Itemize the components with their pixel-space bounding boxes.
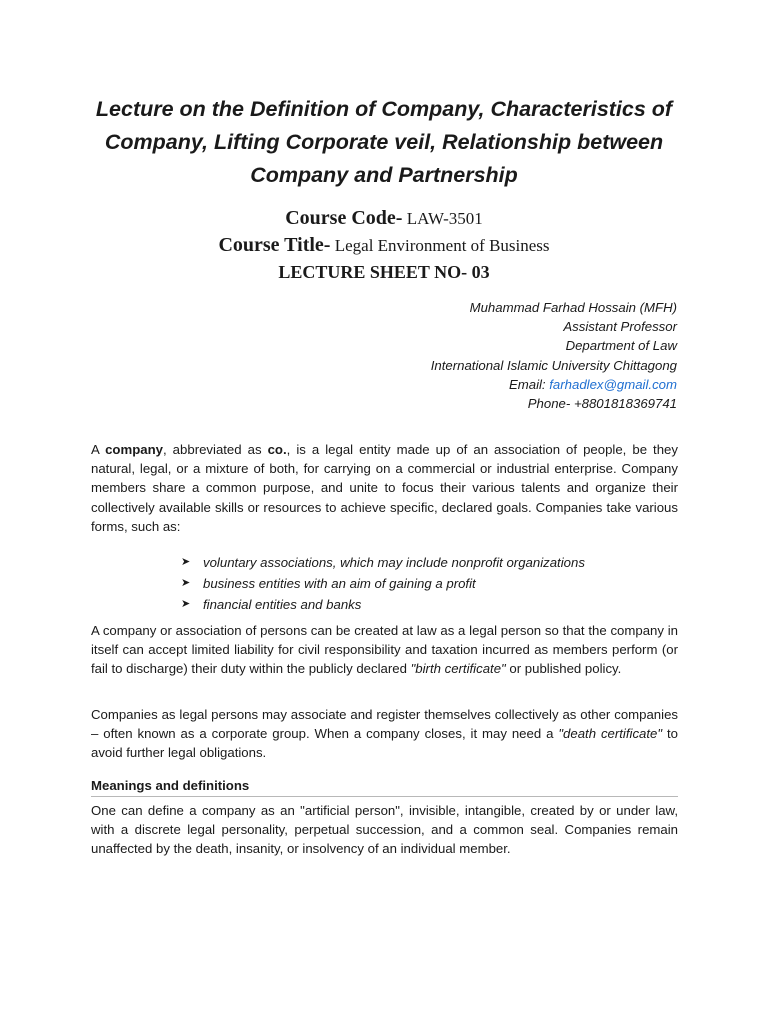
lecture-sheet-number: LECTURE SHEET NO- 03: [278, 262, 490, 282]
course-code-line: [60, 205, 708, 232]
paragraph-meanings: One can define a company as an "artificial person", invisible, intangible, created by or under law, with a discrete legal personality, perpetual succession, and a common seal. Companies remain unaffected by the death, insanity, or insolvency of an individual member.: [91, 803, 678, 857]
author-position: Assistant Professor: [563, 319, 677, 335]
course-code-label: Course Code-: [285, 207, 403, 229]
list-item-text: business entities with an aim of gaining a profit: [203, 576, 476, 591]
para1-company-term: company: [105, 442, 163, 457]
para1-pre: A: [91, 442, 106, 457]
list-item-text: voluntary associations, which may include nonprofit organizations: [203, 555, 585, 570]
author-name: Muhammad Farhad Hossain (MFH): [469, 300, 677, 315]
course-title-label: Course Title-: [218, 234, 331, 256]
document-title: Lecture on the Definition of Company, Characteristics of Company, Lifting Corporate veil, Relationship between Company and Partnership: [95, 97, 673, 187]
para3-end: to avoid further legal obligations.: [91, 726, 678, 761]
para1-rest: , is a legal entity made up of an association of people, be they natural, legal, or a mixture of both, for carrying on a commercial or industrial enterprise. Company members share a common purpose, and unite to focus their various talents and organize their collectively available skills or resources to achieve specific, declared goals. Companies take various forms, such as:: [91, 442, 678, 534]
para1-mid: , abbreviated as: [163, 442, 268, 457]
email-link[interactable]: farhadlex@gmail.com: [549, 376, 677, 392]
arrow-bullet-icon: ➤: [181, 556, 191, 568]
paragraph-corporate-group: [91, 705, 678, 763]
section-heading: Meanings and definitions: [91, 777, 678, 797]
author-department: Department of Law: [565, 338, 677, 354]
email-label: Email:: [508, 376, 546, 392]
author-phone: Phone- +8801818369741: [527, 396, 677, 412]
course-info: [60, 205, 708, 285]
author-email-line: [431, 375, 677, 394]
para2-quote: "birth certificate": [410, 661, 506, 677]
author-block: [431, 298, 677, 413]
course-title-line: [60, 232, 708, 259]
list-item: [181, 594, 585, 615]
author-university: International Islamic University Chittagong: [430, 357, 677, 373]
paragraph-legal-person: [91, 621, 678, 679]
arrow-bullet-icon: ➤: [181, 577, 191, 589]
paragraph-company-definition: [91, 440, 678, 536]
course-title-value: Legal Environment of Business: [334, 236, 550, 255]
para3-text: Companies as legal persons may associate and register themselves collectively as other companies – often known as a corporate group. When a company closes, it may need a: [91, 707, 678, 742]
para2-end: or published policy.: [505, 661, 622, 677]
para2-text: A company or association of persons can be created at law as a legal person so that the company in itself can accept limited liability for civil responsibility and taxation incurred as members perform (or fail to discharge) their duty within the publicly declared: [91, 623, 678, 677]
para1-co-term: co.: [267, 442, 287, 457]
para3-quote: "death certificate": [558, 726, 663, 742]
arrow-bullet-icon: ➤: [181, 598, 191, 610]
course-code-value: LAW-3501: [406, 209, 483, 228]
list-item: [181, 552, 585, 573]
company-forms-list: [181, 552, 585, 615]
list-item: [181, 573, 585, 594]
list-item-text: financial entities and banks: [203, 597, 362, 612]
